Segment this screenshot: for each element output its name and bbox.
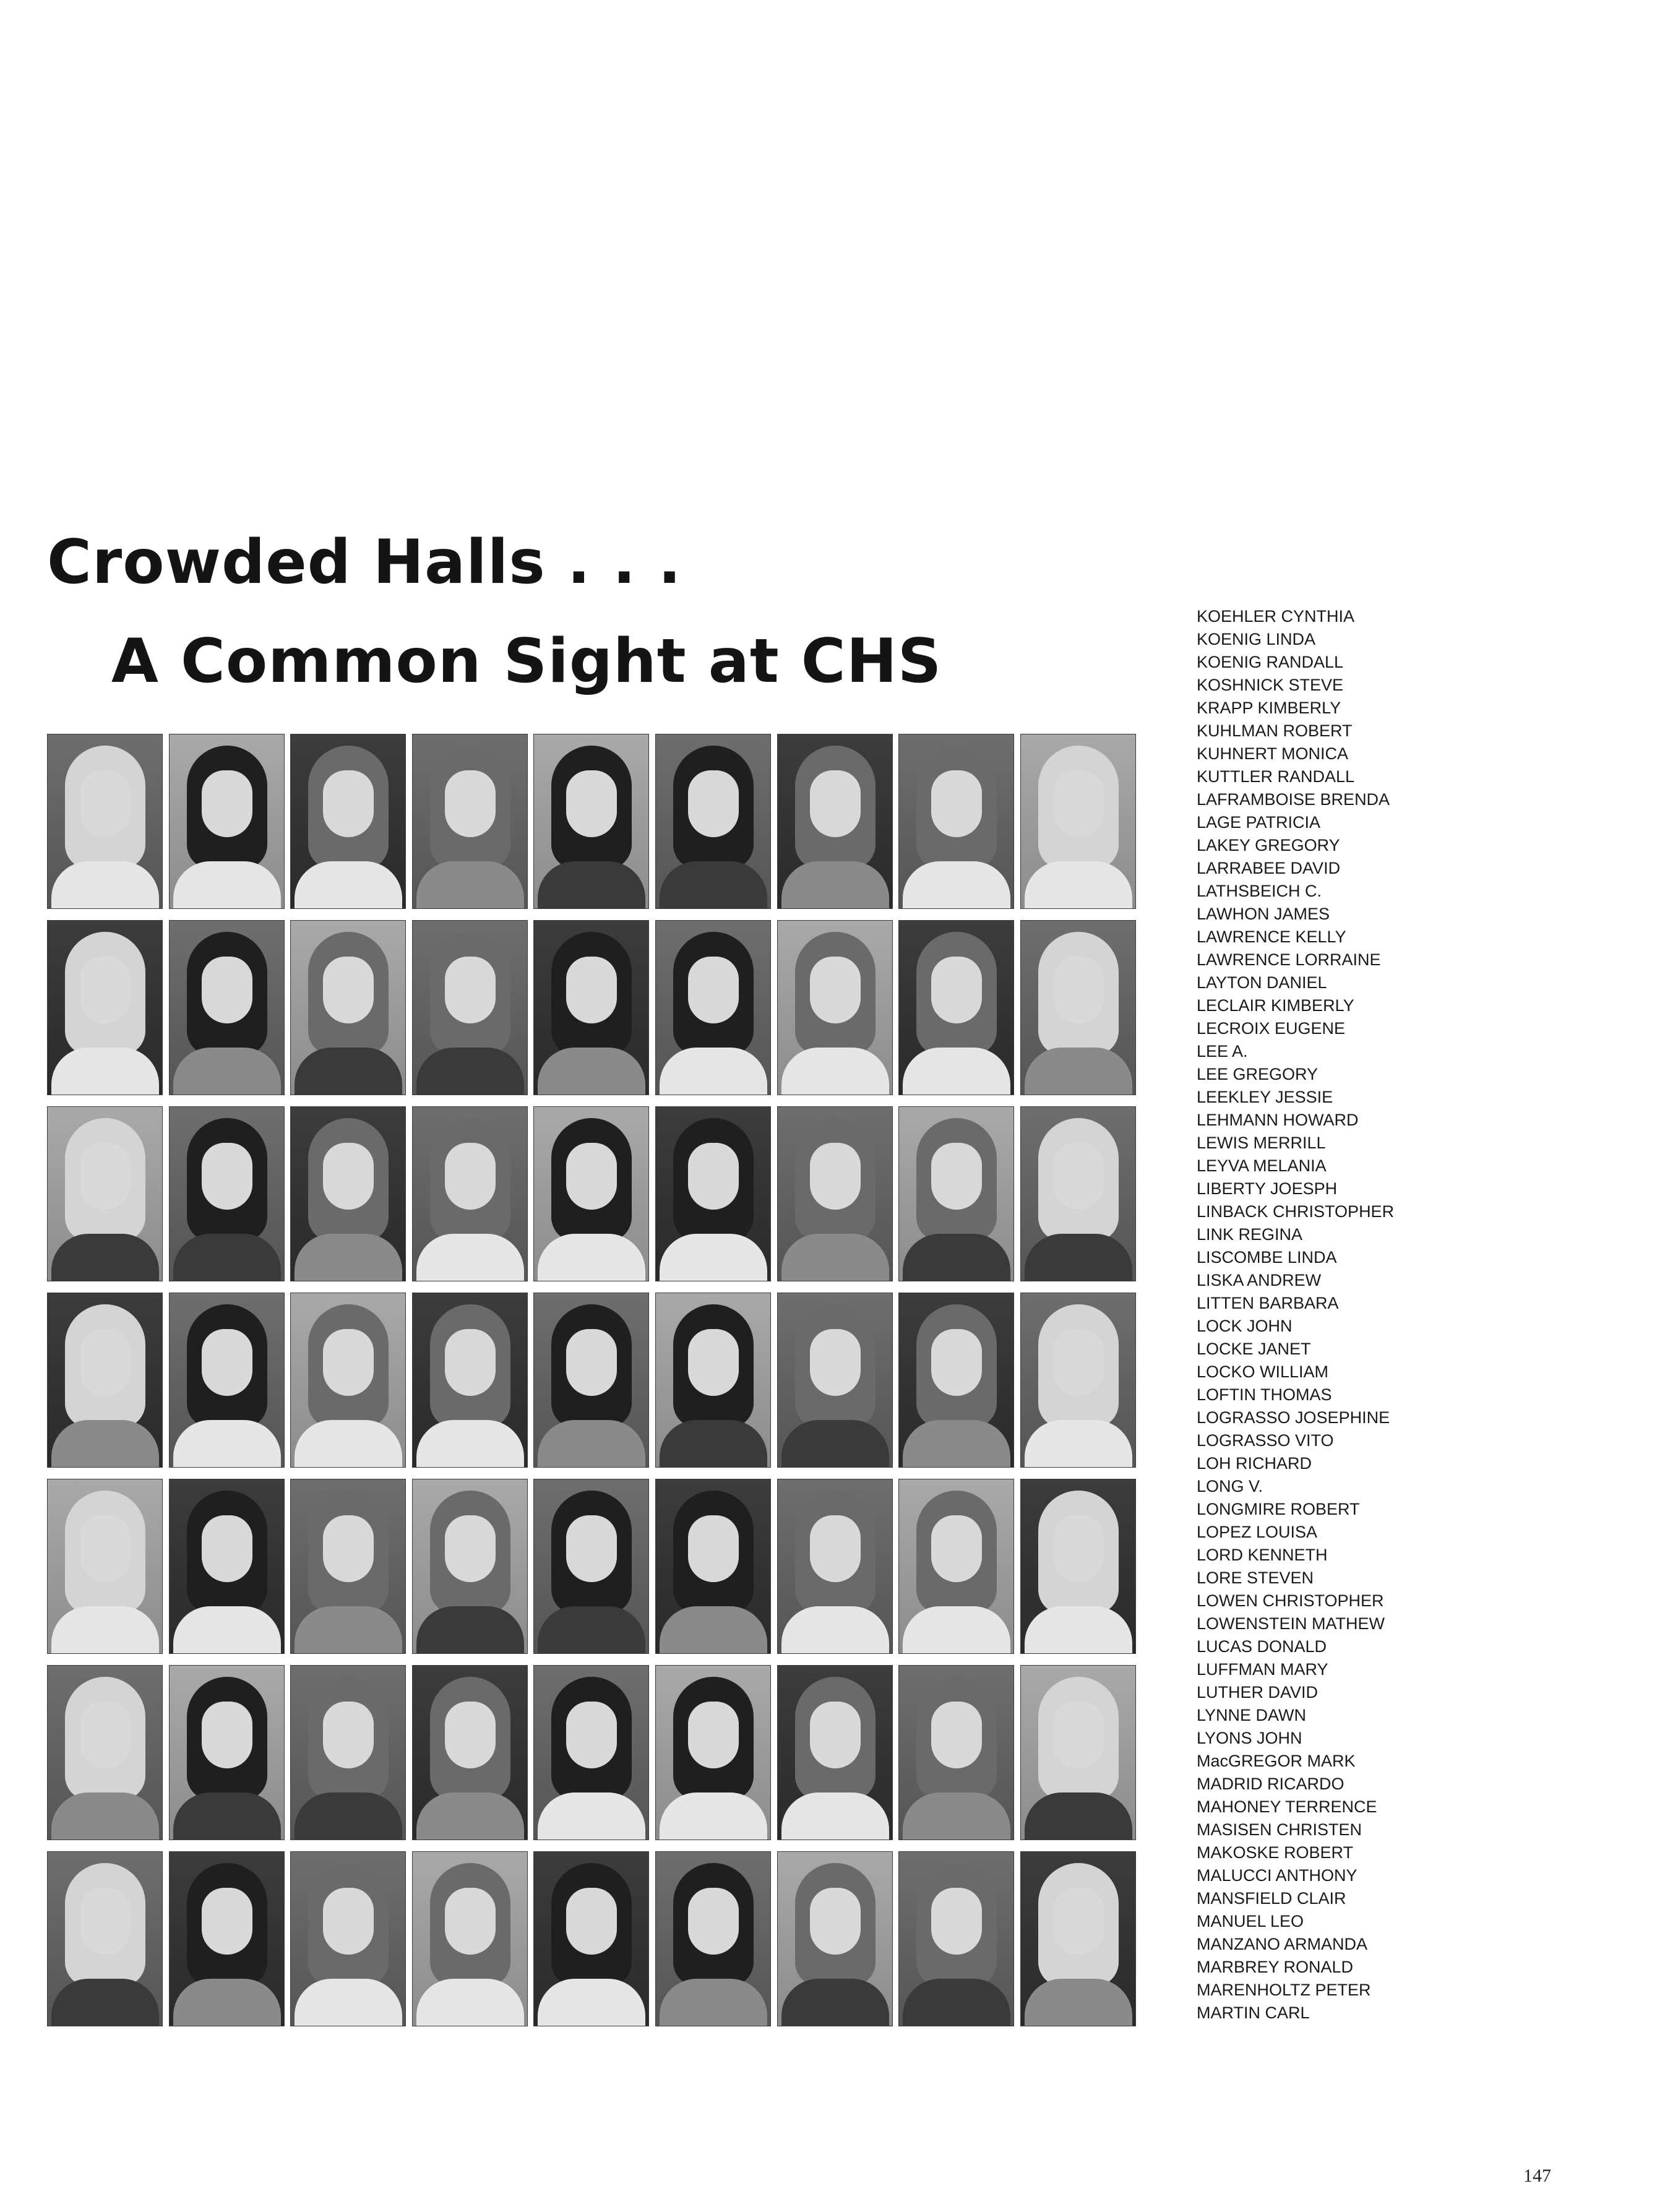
student-name: LOH RICHARD: [1197, 1454, 1312, 1473]
student-portrait-photo: [533, 1293, 649, 1468]
student-name-list: [1197, 605, 1456, 2025]
student-portrait-photo: [533, 734, 649, 909]
student-name: LOWENSTEIN MATHEW: [1197, 1614, 1385, 1633]
student-portrait-photo: [412, 734, 528, 909]
student-portrait-photo: [777, 920, 893, 1095]
student-portrait-photo: [169, 920, 285, 1095]
student-name: LOFTIN THOMAS: [1197, 1385, 1332, 1404]
student-portrait-photo: [47, 734, 163, 909]
student-name: KOENIG RANDALL: [1197, 653, 1344, 671]
student-portrait-photo: [412, 1665, 528, 1840]
student-portrait-photo: [47, 920, 163, 1095]
student-name: LAKEY GREGORY: [1197, 836, 1340, 854]
student-portrait-photo: [412, 1106, 528, 1281]
student-portrait-photo: [533, 1106, 649, 1281]
student-name: LORE STEVEN: [1197, 1569, 1314, 1587]
student-portrait-photo: [169, 1293, 285, 1468]
student-portrait-photo: [898, 1293, 1014, 1468]
student-portrait-photo: [290, 1851, 406, 2026]
student-portrait-photo: [898, 1106, 1014, 1281]
student-name: LECLAIR KIMBERLY: [1197, 996, 1354, 1015]
student-name: LARRABEE DAVID: [1197, 859, 1341, 877]
student-name: LINBACK CHRISTOPHER: [1197, 1202, 1395, 1221]
student-portrait-photo: [47, 1106, 163, 1281]
student-name: LAWRENCE KELLY: [1197, 927, 1346, 946]
student-portrait-photo: [898, 1479, 1014, 1654]
student-portrait-photo: [1020, 1293, 1136, 1468]
student-name: LISCOMBE LINDA: [1197, 1248, 1337, 1267]
student-name: LEE A.: [1197, 1042, 1248, 1061]
heading-line-1: Crowded Halls . . .: [47, 527, 682, 598]
student-name: LEYVA MELANIA: [1197, 1156, 1327, 1175]
student-portrait-photo: [169, 1665, 285, 1840]
student-portrait-photo: [533, 1479, 649, 1654]
student-portrait-photo: [655, 734, 771, 909]
student-portrait-photo: [47, 1293, 163, 1468]
student-portrait-photo: [1020, 1851, 1136, 2026]
student-name: LORD KENNETH: [1197, 1546, 1328, 1564]
student-portrait-photo: [533, 1665, 649, 1840]
student-portrait-photo: [1020, 1106, 1136, 1281]
page-number: 147: [1523, 2166, 1551, 2186]
student-portrait-photo: [412, 1851, 528, 2026]
student-name: LONG V.: [1197, 1477, 1263, 1495]
student-name: KRAPP KIMBERLY: [1197, 699, 1341, 717]
student-name: LUCAS DONALD: [1197, 1637, 1327, 1656]
student-name: LEEKLEY JESSIE: [1197, 1088, 1333, 1106]
student-portrait-photo: [655, 1479, 771, 1654]
student-name: KOSHNICK STEVE: [1197, 676, 1344, 694]
student-name: KUTTLER RANDALL: [1197, 767, 1355, 786]
student-name: MacGREGOR MARK: [1197, 1752, 1356, 1770]
student-name: LAWHON JAMES: [1197, 905, 1330, 923]
student-name: MAKOSKE ROBERT: [1197, 1843, 1354, 1862]
student-name: LUTHER DAVID: [1197, 1683, 1319, 1702]
portrait-grid: [47, 734, 1138, 2026]
student-name: LOGRASSO VITO: [1197, 1431, 1334, 1450]
student-name: KOENIG LINDA: [1197, 630, 1316, 648]
student-portrait-photo: [290, 1293, 406, 1468]
student-name: LEHMANN HOWARD: [1197, 1111, 1359, 1129]
student-portrait-photo: [533, 920, 649, 1095]
student-portrait-photo: [655, 1293, 771, 1468]
student-name: MASISEN CHRISTEN: [1197, 1820, 1362, 1839]
student-portrait-photo: [777, 1665, 893, 1840]
student-portrait-photo: [412, 1293, 528, 1468]
student-name: MARENHOLTZ PETER: [1197, 1981, 1371, 1999]
student-portrait-photo: [777, 1851, 893, 2026]
student-portrait-photo: [898, 1851, 1014, 2026]
student-name: MANSFIELD CLAIR: [1197, 1889, 1346, 1908]
student-name: LISKA ANDREW: [1197, 1271, 1322, 1289]
student-name: MALUCCI ANTHONY: [1197, 1866, 1357, 1885]
student-portrait-photo: [655, 1665, 771, 1840]
student-portrait-photo: [655, 1851, 771, 2026]
student-name: LOCK JOHN: [1197, 1317, 1293, 1335]
student-portrait-photo: [1020, 1479, 1136, 1654]
student-name: LOCKO WILLIAM: [1197, 1362, 1329, 1381]
student-name: MARTIN CARL: [1197, 2003, 1310, 2022]
student-portrait-photo: [290, 1106, 406, 1281]
student-portrait-photo: [655, 1106, 771, 1281]
student-portrait-photo: [1020, 920, 1136, 1095]
student-portrait-photo: [169, 734, 285, 909]
student-name: LAYTON DANIEL: [1197, 973, 1327, 992]
student-portrait-photo: [169, 1851, 285, 2026]
student-name: LECROIX EUGENE: [1197, 1019, 1346, 1038]
student-portrait-photo: [777, 1293, 893, 1468]
student-portrait-photo: [777, 1106, 893, 1281]
student-name: LONGMIRE ROBERT: [1197, 1500, 1360, 1518]
student-portrait-photo: [898, 734, 1014, 909]
student-name: KUHLMAN ROBERT: [1197, 721, 1353, 740]
student-portrait-photo: [169, 1106, 285, 1281]
heading-line-2: A Common Sight at CHS: [111, 626, 942, 697]
student-name: LAFRAMBOISE BRENDA: [1197, 790, 1390, 809]
student-portrait-photo: [169, 1479, 285, 1654]
student-name: LINK REGINA: [1197, 1225, 1303, 1244]
student-portrait-photo: [47, 1665, 163, 1840]
student-name: LOGRASSO JOSEPHINE: [1197, 1408, 1390, 1427]
student-name: LAGE PATRICIA: [1197, 813, 1321, 832]
student-name: LIBERTY JOESPH: [1197, 1179, 1338, 1198]
student-portrait-photo: [898, 1665, 1014, 1840]
student-portrait-photo: [412, 1479, 528, 1654]
student-name: LOWEN CHRISTOPHER: [1197, 1591, 1384, 1610]
student-portrait-photo: [290, 920, 406, 1095]
student-name: LOCKE JANET: [1197, 1340, 1311, 1358]
student-name: LATHSBEICH C.: [1197, 882, 1322, 900]
student-portrait-photo: [777, 1479, 893, 1654]
student-portrait-photo: [412, 920, 528, 1095]
student-name: MARBREY RONALD: [1197, 1958, 1354, 1976]
student-portrait-photo: [290, 1665, 406, 1840]
student-name: LITTEN BARBARA: [1197, 1294, 1339, 1312]
student-name: MANUEL LEO: [1197, 1912, 1304, 1930]
student-name: KOEHLER CYNTHIA: [1197, 607, 1355, 626]
student-name: LEE GREGORY: [1197, 1065, 1319, 1083]
student-name: LYNNE DAWN: [1197, 1706, 1307, 1724]
student-portrait-photo: [898, 920, 1014, 1095]
student-portrait-photo: [533, 1851, 649, 2026]
student-portrait-photo: [47, 1479, 163, 1654]
student-portrait-photo: [290, 1479, 406, 1654]
student-name: KUHNERT MONICA: [1197, 744, 1349, 763]
student-name: LOPEZ LOUISA: [1197, 1523, 1318, 1541]
student-name: LUFFMAN MARY: [1197, 1660, 1328, 1679]
student-portrait-photo: [655, 920, 771, 1095]
student-portrait-photo: [1020, 1665, 1136, 1840]
student-name: MADRID RICARDO: [1197, 1775, 1345, 1793]
student-name: LAWRENCE LORRAINE: [1197, 950, 1381, 969]
student-name: LYONS JOHN: [1197, 1729, 1302, 1747]
student-portrait-photo: [290, 734, 406, 909]
student-name: MANZANO ARMANDA: [1197, 1935, 1368, 1953]
student-portrait-photo: [1020, 734, 1136, 909]
student-name: MAHONEY TERRENCE: [1197, 1797, 1377, 1816]
student-name: LEWIS MERRILL: [1197, 1134, 1326, 1152]
student-portrait-photo: [777, 734, 893, 909]
student-portrait-photo: [47, 1851, 163, 2026]
